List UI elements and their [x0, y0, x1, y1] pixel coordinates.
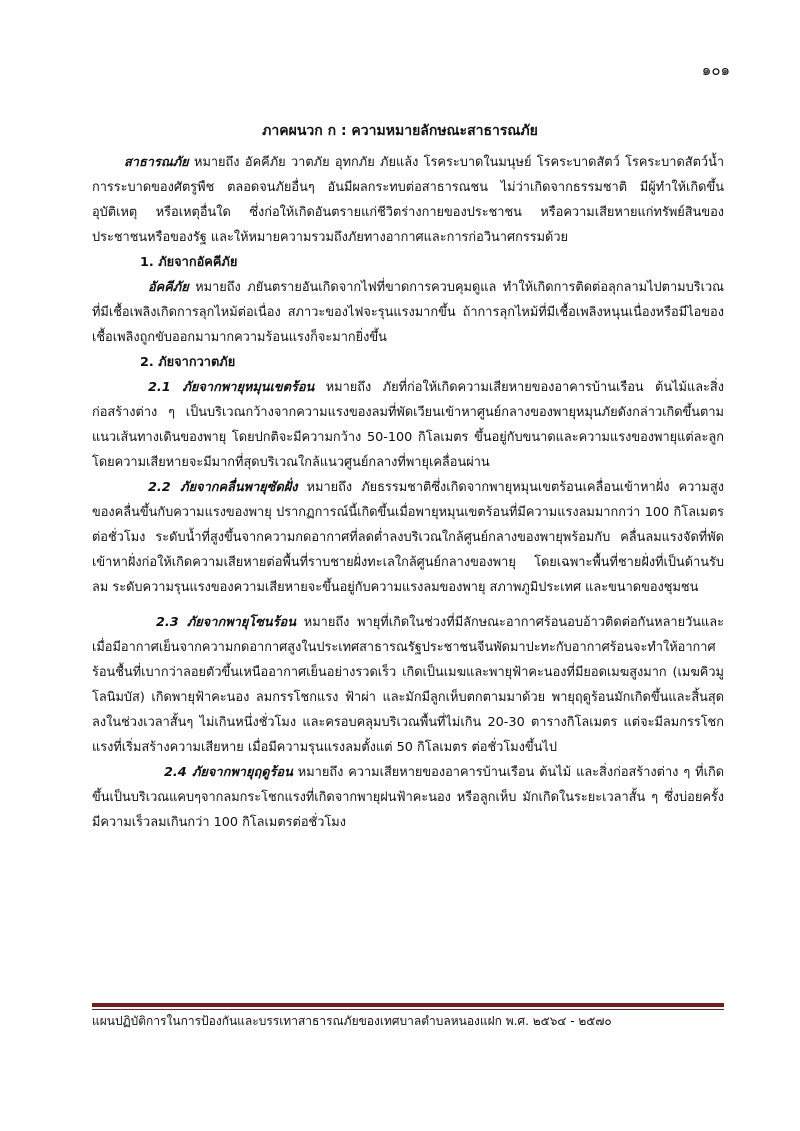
section-2-3-paragraph	[92, 610, 724, 760]
section-2-2-paragraph	[92, 475, 724, 600]
page-number: ๑๐๑	[701, 61, 730, 79]
section-2-3-text: หมายถึง พายุที่เกิดในช่วงที่มีลักษณะอากาศร้อนอบอ้าวติดต่อกันหลายวันและเมื่อมีอากาศเย็นจากความกดอากาศสูงในประเทศสาธารณรัฐประชาชนจีนพัดมาปะทะกับอากาศร้อนจะทำให้อากาศร้อนชื้นที่เบากว่าลอยตัวขึ้นเหนืออากาศเย็นอย่างรวดเร็ว เกิดเป็นเมฆและพายุฟ้าคะนองที่มียอดเมฆสูงมาก (เมฆคิวมูโลนิมบัส) เกิดพายุฟ้าคะนอง ลมกรรโชกแรง ฟ้าผ่า และมักมีลูกเห็บตกตามมาด้วย พายุฤดูร้อนมักเกิดขึ้นและสิ้นสุดลงในช่วงเวลาสั้นๆ ไม่เกินหนึ่งชั่วโมง และครอบคลุมบริเวณพื้นที่ไม่เกิน 20-30 ตารางกิโลเมตร แต่จะมีลมกรรโชกแรงที่เริ่มสร้างความเสียหาย เมื่อมีความรุนแรงลมตั้งแต่ 50 กิโลเมตร ต่อชั่วโมงขึ้นไป	[92, 615, 724, 755]
paragraph-gap	[92, 600, 724, 610]
section-2-1-term: 2.1 ภัยจากพายุหมุนเขตร้อน	[148, 380, 315, 395]
section-2-heading: 2. ภัยจากวาตภัย	[140, 355, 236, 370]
document-body	[92, 150, 724, 835]
section-2-4-term: 2.4 ภัยจากพายุฤดูร้อน	[164, 765, 293, 780]
section-2-4-paragraph	[92, 760, 724, 835]
section-2-2-text: หมายถึง ภัยธรรมชาติซึ่งเกิดจากพายุหมุนเขตร้อนเคลื่อนเข้าหาฝั่ง ความสูงของคลื่นขึ้นกับความแรงของพายุ ปรากฏการณ์นี้เกิดขึ้นเมื่อพายุหมุนเขตร้อนที่มีความแรงลมมากกว่า 100 กิโลเมตรต่อชั่วโมง ระดับน้ำที่สูงขึ้นจากความกดอากาศที่ลดต่ำลงบริเวณใกล้ศูนย์กลางของพายุพร้อมกับ คลื่นลมแรงจัดที่พัดเข้าหาฝั่งก่อให้เกิดความเสียหายต่อพื้นที่ราบชายฝั่งทะเลใกล้ศูนย์กลางของพายุ โดยเฉพาะพื้นที่ชายฝั่งที่เป็นด้านรับลม ระดับความรุนแรงของความเสียหายจะขึ้นอยู่กับความแรงลมของพายุ สภาพภูมิประเทศ และขนาดของชุมชน	[92, 480, 724, 595]
section-2-3-term: 2.3 ภัยจากพายุโซนร้อน	[156, 615, 296, 630]
intro-term: สาธารณภัย	[124, 155, 189, 170]
footer-text: แผนปฏิบัติการในการป้องกันและบรรเทาสาธารณภัยของเทศบาลตำบลหนองแฝก พ.ศ. ๒๕๖๔ - ๒๕๗๐	[92, 1014, 612, 1028]
section-1-paragraph	[92, 275, 724, 350]
intro-text: หมายถึง อัคคีภัย วาตภัย อุทกภัย ภัยแล้ง โรคระบาดในมนุษย์ โรคระบาดสัตว์ โรคระบาดสัตว์น้ำ การระบาดของศัตรูพืช ตลอดจนภัยอื่นๆ อันมีผลกระทบต่อสาธารณชน ไม่ว่าเกิดจากธรรมชาติ มีผู้ทำให้เกิดขึ้น อุบัติเหตุ หรือเหตุอื่นใด ซึ่งก่อให้เกิดอันตรายแก่ชีวิตร่างกายของประชาชน หรือความเสียหายแก่ทรัพย์สินของประชาชนหรือของรัฐ และให้หมายความรวมถึงภัยทางอากาศและการก่อวินาศกรรมด้วย	[92, 155, 724, 245]
section-1-heading: 1. ภัยจากอัคคีภัย	[140, 255, 238, 270]
section-2-4-text: หมายถึง ความเสียหายของอาคารบ้านเรือน ต้นไม้ และสิ่งก่อสร้างต่าง ๆ ที่เกิดขึ้นเป็นบริเวณแคบๆจากลมกระโชกแรงที่เกิดจากพายุฝนฟ้าคะนอง หรือลูกเห็บ มักเกิดในระยะเวลาสั้น ๆ ซึ่งบ่อยครั้งมีความเร็วลมเกินกว่า 100 กิโลเมตรต่อชั่วโมง	[92, 765, 725, 830]
footer-rule-thin	[92, 1009, 724, 1010]
footer-rule-thick	[92, 1003, 724, 1007]
section-2-1-text: หมายถึง ภัยที่ก่อให้เกิดความเสียหายของอาคารบ้านเรือน ต้นไม้และสิ่งก่อสร้างต่าง ๆ เป็นบริเวณกว้างจากความแรงของลมที่พัดเวียนเข้าหาศูนย์กลางของพายุหมุนภัยดังกล่าวเกิดขึ้นตามแนวเส้นทางเดินของพายุ โดยปกติจะมีความกว้าง 50-100 กิโลเมตร ขึ้นอยู่กับขนาดและความแรงของพายุแต่ละลูก โดยความเสียหายจะมีมากที่สุดบริเวณใกล้แนวศูนย์กลางที่พายุเคลื่อนผ่าน	[92, 380, 724, 470]
section-2-2-term: 2.2 ภัยจากคลื่นพายุซัดฝั่ง	[148, 480, 298, 495]
section-1-term: อัคคีภัย	[148, 280, 189, 295]
intro-paragraph	[92, 150, 724, 250]
section-1-text: หมายถึง ภยันตรายอันเกิดจากไฟที่ขาดการควบคุมดูแล ทำให้เกิดการติดต่อลุกลามไปตามบริเวณที่มีเชื้อเพลิงเกิดการลุกไหม้ต่อเนื่อง สภาวะของไฟจะรุนแรงมากขึ้น ถ้าการลุกไหม้ที่มีเชื้อเพลิงหนุนเนื่องหรือมีไอของเชื้อเพลิงถูกขับออกมามากความร้อนแรงก็จะมากยิ่งขึ้น	[92, 280, 724, 345]
page-title: ภาคผนวก ก : ความหมายลักษณะสาธารณภัย	[262, 123, 538, 139]
section-2-1-paragraph	[92, 375, 724, 475]
